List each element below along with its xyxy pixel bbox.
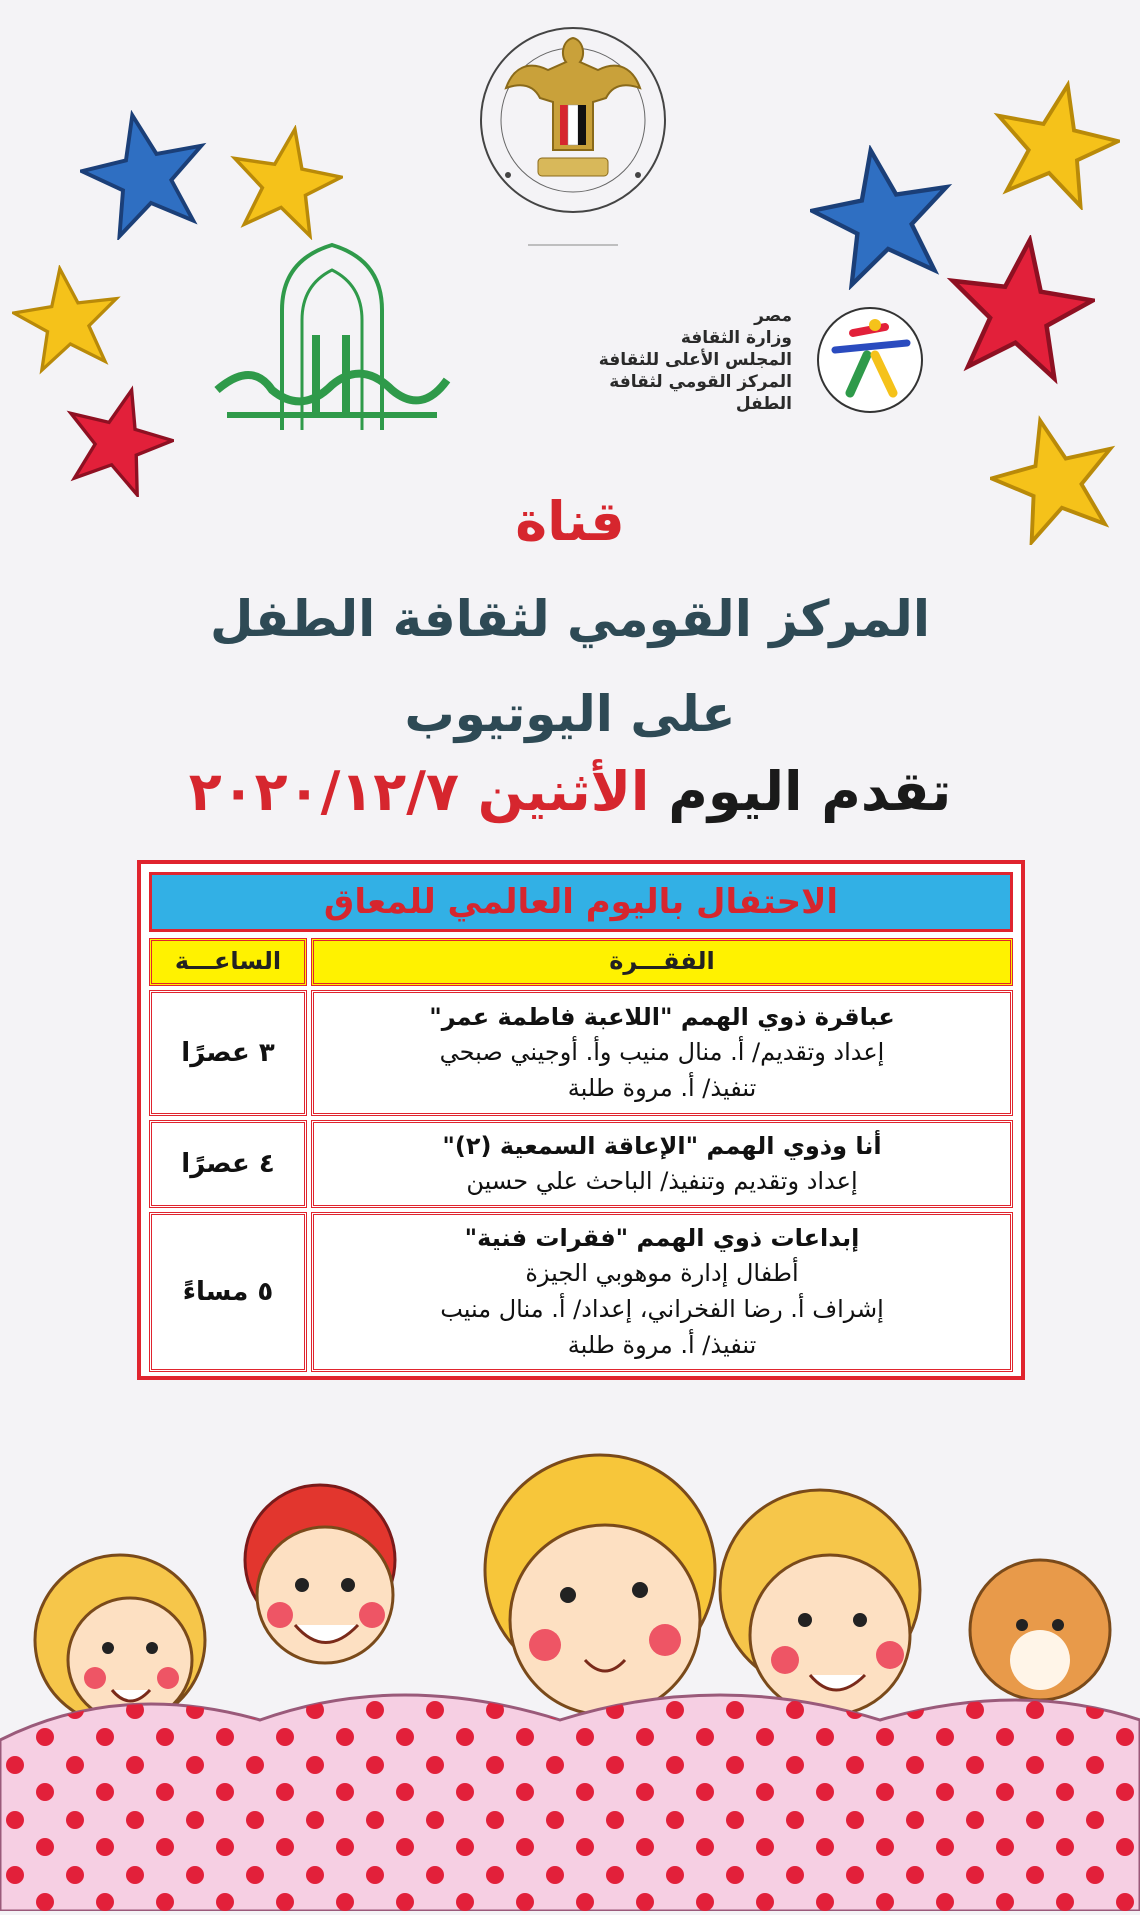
- schedule-title: الاحتفال باليوم العالمي للمعاق: [149, 872, 1013, 932]
- children-illustration: [0, 1420, 1140, 1915]
- program-cell: [311, 1212, 1013, 1372]
- child-culture-center-logo: [815, 305, 925, 419]
- date-prefix: تقدم اليوم: [668, 760, 952, 823]
- program-title: أنا وذوي الهمم "الإعاقة السمعية (٢)": [442, 1132, 882, 1160]
- center-name-title: المركز القومي لثقافة الطفل: [210, 590, 930, 648]
- day-name: الأثنين: [477, 760, 650, 823]
- program-line: إعداد وتقديم/ أ. منال منيب وأ. أوجيني صبحي: [439, 1038, 885, 1066]
- center-logo-text: [560, 305, 792, 415]
- program-cell: [311, 990, 1013, 1116]
- program-line: تنفيذ/ أ. مروة طلبة: [567, 1331, 757, 1359]
- program-line: إشراف أ. رضا الفخراني، إعداد/ أ. منال منيب: [440, 1295, 884, 1323]
- logo-line: مصر: [754, 306, 792, 326]
- date-value: ٢٠٢٠/١٢/٧: [188, 760, 459, 823]
- logo-line: وزارة الثقافة: [680, 328, 792, 348]
- star-yellow-top-right: [990, 80, 1120, 210]
- ministry-emblem: [468, 10, 678, 269]
- date-line: [0, 760, 1140, 823]
- star-yellow-left: [12, 265, 122, 375]
- program-line: أطفال إدارة موهوبي الجيزة: [525, 1259, 799, 1287]
- program-line: إعداد وتقديم وتنفيذ/ الباحث علي حسين: [466, 1167, 858, 1195]
- logo-line: المجلس الأعلى للثقافة: [598, 350, 792, 370]
- logo-line: المركز القومي لثقافة الطفل: [609, 372, 792, 414]
- channel-title: قناة: [515, 490, 625, 553]
- schedule-table: [137, 860, 1025, 1380]
- program-title: عباقرة ذوي الهمم "اللاعبة فاطمة عمر": [429, 1003, 895, 1031]
- supreme-council-logo: [212, 240, 452, 444]
- column-header-program: الفقـــرة: [311, 938, 1013, 986]
- program-title: إبداعات ذوي الهمم "فقرات فنية": [464, 1224, 860, 1252]
- star-blue-right: [810, 145, 955, 290]
- column-header-time: الساعـــة: [149, 938, 307, 986]
- time-cell: ٣ عصرًا: [149, 990, 307, 1116]
- platform-title: على اليوتيوب: [404, 685, 736, 743]
- star-red-right: [945, 235, 1095, 385]
- star-blue-top-left: [80, 110, 210, 240]
- time-cell: ٤ عصرًا: [149, 1120, 307, 1208]
- program-line: تنفيذ/ أ. مروة طلبة: [567, 1074, 757, 1102]
- time-cell: ٥ مساءً: [149, 1212, 307, 1372]
- program-cell: [311, 1120, 1013, 1208]
- star-red-left: [62, 385, 174, 497]
- star-yellow-top-left: [228, 125, 343, 240]
